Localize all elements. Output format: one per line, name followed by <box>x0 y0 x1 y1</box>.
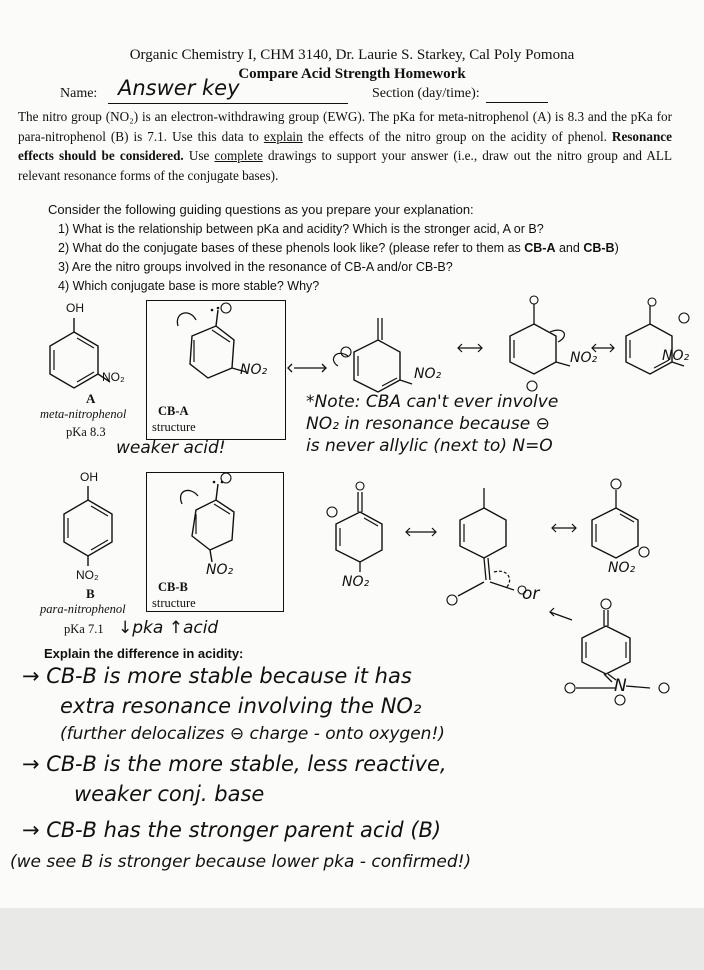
cb-a-res2-no2: NO₂ <box>570 350 598 366</box>
note-a-line1: *Note: CBA can't ever involve <box>306 392 559 412</box>
intro-paragraph: The nitro group (NO₂) is an electron-withdrawing group (EWG). The pKa for meta-nitrophenol (A) is 8.3 and the pKa for para-nitrophenol (B) is 7.1. Use this data to explain the effects of the nitro group on the acidity of phenol. Resonance effects should be considered. Use complete drawings to support your answer (i.e., draw out the nitro group and ALL relevant resonance forms of the conjugate bases). <box>18 109 673 183</box>
a-note-weaker: weaker acid! <box>116 438 226 458</box>
explain-line-4: → CB-B is the more stable, less reactive, <box>22 752 447 776</box>
cb-b-or: or <box>522 584 540 604</box>
b-letter: B <box>86 586 95 601</box>
b-note-pka-acid: ↓pka ↑acid <box>118 618 219 638</box>
a-pka: pKa 8.3 <box>66 425 106 439</box>
explain-line-2: extra resonance involving the NO₂ <box>60 694 422 718</box>
cb-a-drawing <box>160 306 280 396</box>
question-1: 1) What is the relationship between pKa and acidity? Which is the stronger acid, A or B? <box>58 222 544 236</box>
meta-nitrophenol-structure <box>40 318 120 398</box>
question-4: 4) Which conjugate base is more stable? Why? <box>58 279 320 293</box>
cb-b-res1-no2: NO₂ <box>342 574 370 590</box>
question-3: 3) Are the nitro groups involved in the resonance of CB-A and/or CB-B? <box>58 260 453 274</box>
b-name: para-nitrophenol <box>40 602 126 616</box>
a-oh-label: OH <box>66 301 84 315</box>
note-a-line3: is never allylic (next to) N=O <box>306 436 553 456</box>
scan-margin <box>0 908 704 970</box>
cb-b-drawing <box>160 474 280 574</box>
explain-line-3: (further delocalizes ⊖ charge - onto oxygen!) <box>60 724 445 744</box>
cb-b-quinoid-n: N <box>614 676 627 696</box>
cb-a-res1-no2: NO₂ <box>414 366 442 382</box>
a-letter: A <box>86 391 96 406</box>
explain-heading: Explain the difference in acidity: <box>44 646 244 661</box>
cb-a-label: CB-A <box>158 404 189 418</box>
course-line: Organic Chemistry I, CHM 3140, Dr. Laurie S. Starkey, Cal Poly Pomona <box>129 47 575 63</box>
explain-line-5: weaker conj. base <box>74 782 265 806</box>
cb-b-no2: NO₂ <box>206 562 234 578</box>
cb-a-resonance-forms <box>288 296 698 396</box>
question-2: 2) What do the conjugate bases of these phenols look like? (please refer to them as CB-A and CB-B) <box>58 241 619 255</box>
cb-b-res3-no2: NO₂ <box>608 560 636 576</box>
explain-line-6: → CB-B has the stronger parent acid (B) <box>22 818 442 842</box>
name-rule <box>108 103 348 104</box>
cb-a-no2: NO₂ <box>240 362 268 378</box>
b-no2-label: NO₂ <box>76 568 99 582</box>
section-rule <box>486 102 548 103</box>
name-handwritten: Answer key <box>118 76 240 100</box>
cb-a-sublabel: structure <box>152 420 196 434</box>
explain-line-7: (we see B is stronger because lower pka - confirmed!) <box>10 852 472 872</box>
page-title: Compare Acid Strength Homework <box>238 66 466 82</box>
explain-line-1: → CB-B is more stable because it has <box>22 664 412 688</box>
cb-b-label: CB-B <box>158 580 188 594</box>
cb-a-res3-no2: NO₂ <box>662 348 690 364</box>
a-name: meta-nitrophenol <box>40 407 127 421</box>
a-no2-label: NO₂ <box>102 370 125 384</box>
b-oh-label: OH <box>80 470 98 484</box>
b-pka: pKa 7.1 <box>64 622 104 636</box>
cb-b-sublabel: structure <box>152 596 196 610</box>
para-nitrophenol-structure <box>58 486 128 576</box>
name-label: Name: <box>60 86 98 101</box>
section-label: Section (day/time): <box>372 86 480 101</box>
guide-title: Consider the following guiding questions as you prepare your explanation: <box>48 202 474 217</box>
note-a-line2: NO₂ in resonance because ⊖ <box>306 414 550 434</box>
